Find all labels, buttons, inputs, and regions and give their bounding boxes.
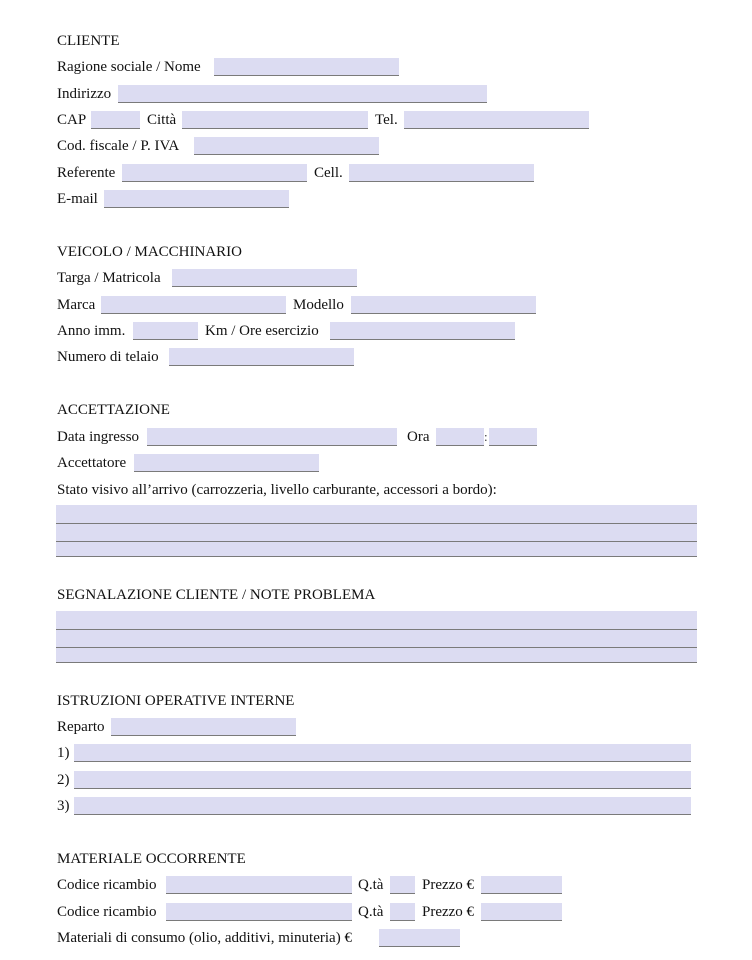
- targa-label: Targa / Matricola: [57, 270, 161, 286]
- modello-field[interactable]: [351, 296, 536, 314]
- section-heading-materiale: MATERIALE OCCORRENTE: [57, 851, 246, 867]
- qta-1-label: Q.tà: [358, 877, 384, 893]
- istruzione-2-field[interactable]: [74, 771, 691, 789]
- istruzione-1-label: 1): [57, 745, 70, 761]
- segnalazione-textarea[interactable]: [56, 611, 697, 663]
- anno-field[interactable]: [133, 322, 198, 340]
- codice-ricambio-1-field[interactable]: [166, 876, 352, 894]
- section-heading-veicolo: VEICOLO / MACCHINARIO: [57, 244, 242, 260]
- textarea-rule: [56, 523, 697, 524]
- citta-label: Città: [147, 112, 177, 128]
- codice-ricambio-2-field[interactable]: [166, 903, 352, 921]
- referente-field[interactable]: [122, 164, 307, 182]
- cap-label: CAP: [57, 112, 87, 128]
- section-heading-istruzioni: ISTRUZIONI OPERATIVE INTERNE: [57, 693, 295, 709]
- indirizzo-field[interactable]: [118, 85, 487, 103]
- textarea-rule: [56, 541, 697, 542]
- cod-fiscale-field[interactable]: [194, 137, 379, 155]
- textarea-rule: [56, 556, 697, 557]
- prezzo-2-label: Prezzo €: [422, 904, 475, 920]
- modello-label: Modello: [293, 297, 344, 313]
- indirizzo-label: Indirizzo: [57, 86, 112, 102]
- accettatore-label: Accettatore: [57, 455, 127, 471]
- qta-1-field[interactable]: [390, 876, 415, 894]
- textarea-rule: [56, 629, 697, 630]
- qta-2-label: Q.tà: [358, 904, 384, 920]
- tel-label: Tel.: [375, 112, 398, 128]
- citta-field[interactable]: [182, 111, 368, 129]
- referente-label: Referente: [57, 165, 116, 181]
- section-heading-accettazione: ACCETTAZIONE: [57, 402, 170, 418]
- ora-label: Ora: [407, 429, 430, 445]
- stato-visivo-textarea[interactable]: [56, 505, 697, 557]
- data-ingresso-label: Data ingresso: [57, 429, 140, 445]
- targa-field[interactable]: [172, 269, 357, 287]
- email-field[interactable]: [104, 190, 289, 208]
- marca-field[interactable]: [101, 296, 286, 314]
- materiali-consumo-label: Materiali di consumo (olio, additivi, minuteria) €: [57, 930, 352, 946]
- ragione-sociale-field[interactable]: [214, 58, 399, 76]
- km-field[interactable]: [330, 322, 515, 340]
- accettatore-field[interactable]: [134, 454, 319, 472]
- marca-label: Marca: [57, 297, 96, 313]
- textarea-rule: [56, 647, 697, 648]
- stato-visivo-label: Stato visivo all’arrivo (carrozzeria, livello carburante, accessori a bordo):: [57, 482, 497, 498]
- istruzione-2-label: 2): [57, 772, 70, 788]
- cell-label: Cell.: [314, 165, 343, 181]
- cod-fiscale-label: Cod. fiscale / P. IVA: [57, 138, 180, 154]
- ora-hours-field[interactable]: [436, 428, 484, 446]
- data-ingresso-field[interactable]: [147, 428, 397, 446]
- reparto-field[interactable]: [111, 718, 296, 736]
- reparto-label: Reparto: [57, 719, 105, 735]
- anno-label: Anno imm.: [57, 323, 126, 339]
- prezzo-1-field[interactable]: [481, 876, 562, 894]
- qta-2-field[interactable]: [390, 903, 415, 921]
- cell-field[interactable]: [349, 164, 534, 182]
- textarea-rule: [56, 662, 697, 663]
- istruzione-3-label: 3): [57, 798, 70, 814]
- cap-field[interactable]: [91, 111, 140, 129]
- prezzo-2-field[interactable]: [481, 903, 562, 921]
- km-label: Km / Ore esercizio: [205, 323, 319, 339]
- materiali-consumo-field[interactable]: [379, 929, 460, 947]
- ragione-sociale-label: Ragione sociale / Nome: [57, 59, 201, 75]
- ora-separator: :: [484, 429, 488, 444]
- tel-field[interactable]: [404, 111, 589, 129]
- codice-ricambio-1-label: Codice ricambio: [57, 877, 157, 893]
- istruzione-3-field[interactable]: [74, 797, 691, 815]
- prezzo-1-label: Prezzo €: [422, 877, 475, 893]
- ora-minutes-field[interactable]: [489, 428, 537, 446]
- telaio-field[interactable]: [169, 348, 354, 366]
- istruzione-1-field[interactable]: [74, 744, 691, 762]
- telaio-label: Numero di telaio: [57, 349, 159, 365]
- email-label: E-mail: [57, 191, 98, 207]
- codice-ricambio-2-label: Codice ricambio: [57, 904, 157, 920]
- section-heading-segnalazione: SEGNALAZIONE CLIENTE / NOTE PROBLEMA: [57, 587, 376, 603]
- section-heading-cliente: CLIENTE: [57, 33, 120, 49]
